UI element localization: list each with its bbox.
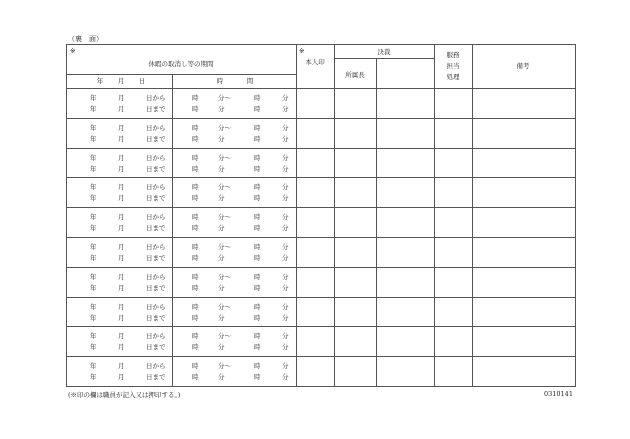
to-end-hour-label: 時	[254, 254, 261, 262]
row-date-time-divider	[172, 356, 173, 386]
from-day-label: 日から	[146, 243, 166, 251]
from-end-minute-label: 分	[282, 183, 289, 191]
from-hour-label: 時	[192, 124, 199, 132]
from-day-label: 日から	[146, 94, 166, 102]
row-date-time-divider	[172, 326, 173, 356]
to-day-label: 日まで	[146, 105, 166, 113]
to-minute-label: 分	[218, 224, 225, 232]
row-date-time-divider	[172, 297, 173, 327]
to-year-label: 年	[90, 165, 97, 173]
table-border-left	[66, 44, 67, 387]
from-end-minute-label: 分	[282, 362, 289, 370]
from-day-label: 日から	[146, 303, 166, 311]
from-hour-label: 時	[192, 243, 199, 251]
from-month-label: 月	[118, 94, 125, 102]
row-date-time-divider	[172, 237, 173, 267]
form-code: 0310141	[544, 390, 573, 398]
to-month-label: 月	[118, 373, 125, 381]
to-hour-label: 時	[192, 105, 199, 113]
decision-label: 決裁	[377, 48, 391, 56]
to-end-minute-label: 分	[282, 343, 289, 351]
to-year-label: 年	[90, 373, 97, 381]
from-year-label: 年	[90, 183, 97, 191]
to-month-label: 月	[118, 194, 125, 202]
from-day-label: 日から	[146, 332, 166, 340]
from-day-label: 日から	[146, 273, 166, 281]
date-col-year: 年	[96, 77, 104, 85]
from-month-label: 月	[118, 332, 125, 340]
from-month-label: 月	[118, 362, 125, 370]
to-day-label: 日まで	[146, 254, 166, 262]
row-date-time-divider	[172, 118, 173, 148]
row-date-time-divider	[172, 267, 173, 297]
to-end-minute-label: 分	[282, 105, 289, 113]
to-minute-label: 分	[218, 254, 225, 262]
from-hour-label: 時	[192, 213, 199, 221]
from-end-minute-label: 分	[282, 243, 289, 251]
column-divider-service	[434, 44, 435, 387]
to-year-label: 年	[90, 105, 97, 113]
to-year-label: 年	[90, 343, 97, 351]
to-year-label: 年	[90, 254, 97, 262]
from-end-minute-label: 分	[282, 273, 289, 281]
to-end-minute-label: 分	[282, 314, 289, 322]
from-minute-label: 分～	[218, 303, 231, 311]
to-minute-label: 分	[218, 373, 225, 381]
from-end-minute-label: 分	[282, 94, 289, 102]
from-end-hour-label: 時	[254, 213, 261, 221]
to-hour-label: 時	[192, 194, 199, 202]
from-end-minute-label: 分	[282, 332, 289, 340]
from-day-label: 日から	[146, 362, 166, 370]
header-divider-decision	[334, 58, 434, 59]
to-minute-label: 分	[218, 314, 225, 322]
to-month-label: 月	[118, 224, 125, 232]
from-minute-label: 分～	[218, 183, 231, 191]
to-day-label: 日まで	[146, 284, 166, 292]
to-minute-label: 分	[218, 135, 225, 143]
from-hour-label: 時	[192, 94, 199, 102]
to-end-hour-label: 時	[254, 343, 261, 351]
date-col-month: 月	[117, 77, 125, 85]
from-year-label: 年	[90, 213, 97, 221]
row-separator	[66, 88, 576, 89]
to-end-hour-label: 時	[254, 135, 261, 143]
from-year-label: 年	[90, 124, 97, 132]
to-year-label: 年	[90, 224, 97, 232]
to-end-hour-label: 時	[254, 373, 261, 381]
from-end-hour-label: 時	[254, 273, 261, 281]
from-day-label: 日から	[146, 154, 166, 162]
row-separator	[66, 297, 576, 298]
service-label-line1: 服務	[446, 51, 460, 59]
from-end-minute-label: 分	[282, 303, 289, 311]
from-year-label: 年	[90, 303, 97, 311]
service-label-line2: 担当	[446, 62, 460, 70]
from-end-hour-label: 時	[254, 154, 261, 162]
to-year-label: 年	[90, 314, 97, 322]
from-month-label: 月	[118, 124, 125, 132]
from-end-minute-label: 分	[282, 124, 289, 132]
row-separator	[66, 267, 576, 268]
to-hour-label: 時	[192, 254, 199, 262]
from-minute-label: 分～	[218, 332, 231, 340]
to-minute-label: 分	[218, 105, 225, 113]
to-day-label: 日まで	[146, 135, 166, 143]
from-hour-label: 時	[192, 273, 199, 281]
from-year-label: 年	[90, 362, 97, 370]
from-minute-label: 分～	[218, 362, 231, 370]
to-day-label: 日まで	[146, 314, 166, 322]
to-end-hour-label: 時	[254, 194, 261, 202]
table-border-bottom	[66, 386, 576, 387]
to-day-label: 日まで	[146, 194, 166, 202]
to-month-label: 月	[118, 105, 125, 113]
from-hour-label: 時	[192, 183, 199, 191]
from-day-label: 日から	[146, 213, 166, 221]
to-hour-label: 時	[192, 165, 199, 173]
time-col-label-a: 時	[216, 77, 224, 85]
from-end-hour-label: 時	[254, 183, 261, 191]
from-end-minute-label: 分	[282, 213, 289, 221]
row-separator	[66, 237, 576, 238]
table-border-top	[66, 44, 576, 45]
from-day-label: 日から	[146, 124, 166, 132]
from-minute-label: 分～	[218, 124, 231, 132]
to-minute-label: 分	[218, 194, 225, 202]
remarks-label: 備考	[516, 62, 530, 70]
to-hour-label: 時	[192, 373, 199, 381]
row-date-time-divider	[172, 207, 173, 237]
dept-head-label: 所属長	[345, 71, 365, 79]
from-month-label: 月	[118, 273, 125, 281]
to-month-label: 月	[118, 135, 125, 143]
from-end-hour-label: 時	[254, 303, 261, 311]
from-end-hour-label: 時	[254, 124, 261, 132]
from-month-label: 月	[118, 154, 125, 162]
from-hour-label: 時	[192, 154, 199, 162]
to-month-label: 月	[118, 284, 125, 292]
service-label-line3: 処理	[446, 73, 460, 81]
from-hour-label: 時	[192, 303, 199, 311]
to-month-label: 月	[118, 254, 125, 262]
period-title: 休暇の取消し等の期間	[148, 60, 214, 68]
from-end-hour-label: 時	[254, 332, 261, 340]
row-separator	[66, 118, 576, 119]
from-hour-label: 時	[192, 362, 199, 370]
from-hour-label: 時	[192, 332, 199, 340]
seal-label: 本人印	[305, 58, 325, 66]
to-hour-label: 時	[192, 314, 199, 322]
row-separator	[66, 177, 576, 178]
to-end-minute-label: 分	[282, 194, 289, 202]
to-month-label: 月	[118, 343, 125, 351]
row-date-time-divider	[172, 177, 173, 207]
to-end-minute-label: 分	[282, 254, 289, 262]
to-end-hour-label: 時	[254, 314, 261, 322]
to-end-minute-label: 分	[282, 135, 289, 143]
from-year-label: 年	[90, 243, 97, 251]
row-date-time-divider	[172, 148, 173, 178]
from-year-label: 年	[90, 332, 97, 340]
from-month-label: 月	[118, 303, 125, 311]
to-end-minute-label: 分	[282, 373, 289, 381]
from-minute-label: 分～	[218, 273, 231, 281]
to-end-hour-label: 時	[254, 165, 261, 173]
from-minute-label: 分～	[218, 94, 231, 102]
to-end-minute-label: 分	[282, 165, 289, 173]
from-end-hour-label: 時	[254, 94, 261, 102]
row-date-time-divider	[172, 88, 173, 118]
header-asterisk-mark: ※	[70, 47, 76, 55]
from-end-hour-label: 時	[254, 243, 261, 251]
from-month-label: 月	[118, 183, 125, 191]
to-day-label: 日まで	[146, 343, 166, 351]
row-separator	[66, 356, 576, 357]
to-year-label: 年	[90, 194, 97, 202]
from-minute-label: 分～	[218, 213, 231, 221]
header-divider-date-time	[172, 74, 173, 88]
to-hour-label: 時	[192, 343, 199, 351]
date-col-day: 日	[138, 77, 146, 85]
leave-cancellation-form-table	[66, 44, 576, 387]
time-col-label-b: 間	[246, 77, 254, 85]
column-divider-remarks	[472, 44, 473, 387]
table-border-right	[575, 44, 576, 387]
page-side-label: （裏 面）	[68, 35, 103, 43]
from-day-label: 日から	[146, 183, 166, 191]
to-hour-label: 時	[192, 224, 199, 232]
to-minute-label: 分	[218, 343, 225, 351]
to-month-label: 月	[118, 165, 125, 173]
column-divider-decision-blank	[376, 58, 377, 387]
column-divider-dept-head	[334, 44, 335, 387]
from-end-hour-label: 時	[254, 362, 261, 370]
header-divider-period	[66, 74, 296, 75]
to-day-label: 日まで	[146, 165, 166, 173]
to-end-hour-label: 時	[254, 224, 261, 232]
from-month-label: 月	[118, 243, 125, 251]
from-minute-label: 分～	[218, 154, 231, 162]
to-hour-label: 時	[192, 135, 199, 143]
footer-note: (※印の欄は職員が記入又は押印する。)	[68, 391, 181, 399]
to-minute-label: 分	[218, 284, 225, 292]
to-year-label: 年	[90, 135, 97, 143]
seal-asterisk-mark: ※	[299, 47, 305, 55]
row-separator	[66, 207, 576, 208]
to-hour-label: 時	[192, 284, 199, 292]
row-separator	[66, 326, 576, 327]
from-year-label: 年	[90, 154, 97, 162]
from-minute-label: 分～	[218, 243, 231, 251]
to-month-label: 月	[118, 314, 125, 322]
to-year-label: 年	[90, 284, 97, 292]
to-day-label: 日まで	[146, 224, 166, 232]
row-separator	[66, 148, 576, 149]
to-end-hour-label: 時	[254, 105, 261, 113]
to-minute-label: 分	[218, 165, 225, 173]
to-end-hour-label: 時	[254, 284, 261, 292]
to-end-minute-label: 分	[282, 224, 289, 232]
to-day-label: 日まで	[146, 373, 166, 381]
from-month-label: 月	[118, 213, 125, 221]
from-year-label: 年	[90, 273, 97, 281]
to-end-minute-label: 分	[282, 284, 289, 292]
from-year-label: 年	[90, 94, 97, 102]
column-divider-seal	[296, 44, 297, 387]
from-end-minute-label: 分	[282, 154, 289, 162]
